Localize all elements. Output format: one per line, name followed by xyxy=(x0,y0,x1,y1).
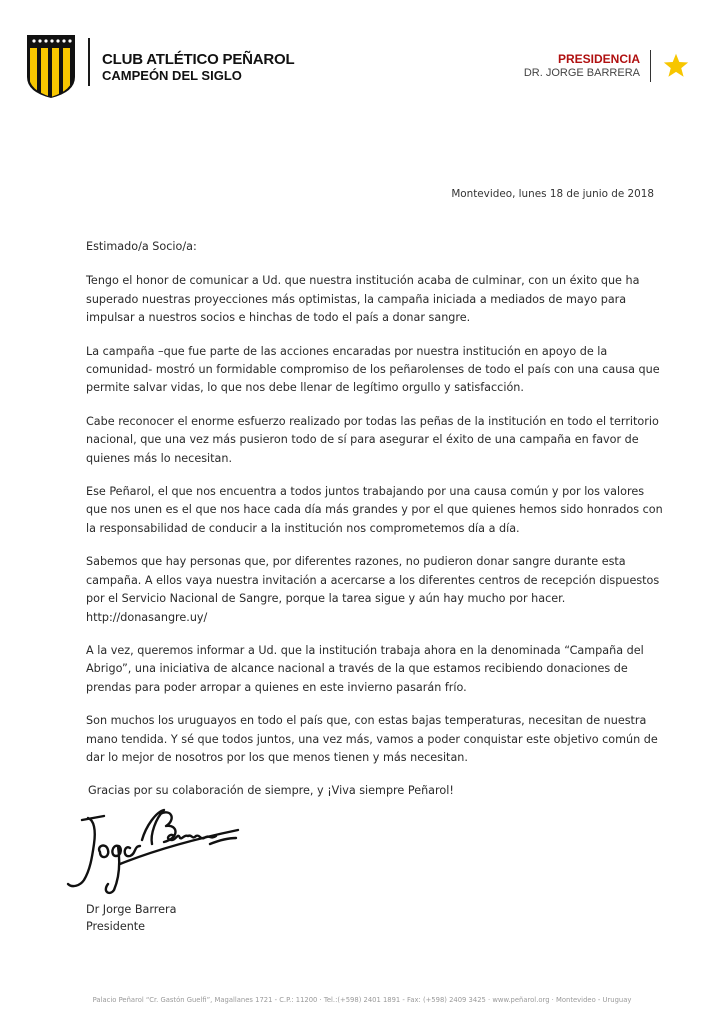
letter-date: Montevideo, lunes 18 de junio de 2018 xyxy=(451,188,654,200)
penarol-crest-icon xyxy=(26,34,76,98)
handwritten-signature xyxy=(60,800,260,900)
club-header xyxy=(88,38,294,86)
signatory-role: Presidente xyxy=(86,920,146,933)
letter-paragraph: Son muchos los uruguayos en todo el país que, con estas bajas temperaturas, necesitan de nuestra mano tendida. Y sé que todos juntos, una vez más, vamos a poder conquistar este objetivo común de dar lo mejor de nosotros por los que menos tienen y más necesitan. xyxy=(86,714,658,764)
club-subtitle: CAMPEÓN DEL SIGLO xyxy=(102,68,242,83)
letter-closing: Gracias por su colaboración de siempre, y ¡Viva siempre Peñarol! xyxy=(88,784,454,798)
office-name: DR. JORGE BARRERA xyxy=(523,67,640,79)
office-title: PRESIDENCIA xyxy=(557,52,640,66)
club-name: CLUB ATLÉTICO PEÑAROL xyxy=(102,51,295,68)
letter-paragraph: Sabemos que hay personas que, por diferentes razones, no pudieron donar sangre durante esta campaña. A ellos vaya nuestra invitación a acercarse a los diferentes centros de recepción dispuestos por el Servicio Nacional de Sangre, porque la tarea sigue y aún hay mucho por hacer. http://donasangre.uy/ xyxy=(86,555,660,624)
letter-greeting: Estimado/a Socio/a: xyxy=(86,240,197,253)
office-header xyxy=(524,52,640,80)
signatory-block xyxy=(86,901,176,935)
letter-body xyxy=(86,238,666,816)
letter-paragraph: A la vez, queremos informar a Ud. que la institución trabaja ahora en la denominada “Campaña del Abrigo”, una iniciativa de alcance nacional a través de la que estamos recibiendo donaciones de prendas para poder arropar a quienes en este invierno pasarán frío. xyxy=(86,643,644,694)
signatory-name: Dr Jorge Barrera xyxy=(86,903,177,916)
letter-paragraph: La campaña –que fue parte de las acciones encaradas por nuestra institución en apoyo de la comunidad- mostró un formidable compromiso de los peñarolenses de todo el país con una causa que permite salvar vidas, lo que nos debe llenar de legítimo orgullo y satisfacción. xyxy=(86,344,660,395)
letter-paragraph: Cabe reconocer el enorme esfuerzo realizado por todas las peñas de la institución en todo el territorio nacional, que una vez más pusieron todo de sí para asegurar el éxito de una campaña en favor de quienes más lo necesitan. xyxy=(86,414,659,465)
star-icon xyxy=(662,52,690,80)
header-divider xyxy=(650,50,651,82)
letter-paragraph: Tengo el honor de comunicar a Ud. que nuestra institución acaba de culminar, con un éxito que ha superado nuestras proyecciones más optimistas, la campaña iniciada a mediados de mayo para impulsar a nuestros socios e hinchas de todo el país a donar sangre. xyxy=(86,274,640,325)
letter-paragraph: Ese Peñarol, el que nos encuentra a todos juntos trabajando por una causa común y por los valores que nos unen es el que nos hace cada día más grandes y por el que quienes hemos sido honrados con la responsabilidad de conducir a la institución nos comprometemos día a día. xyxy=(86,485,663,535)
footer-address: Palacio Peñarol “Cr. Gastón Guelfi”, Magallanes 1721 - C.P.: 11200 · Tel.:(+598) 2401 1891 - Fax: (+598) 2409 3425 · www.peñarol.org · Montevideo - Uruguay xyxy=(92,996,632,1004)
